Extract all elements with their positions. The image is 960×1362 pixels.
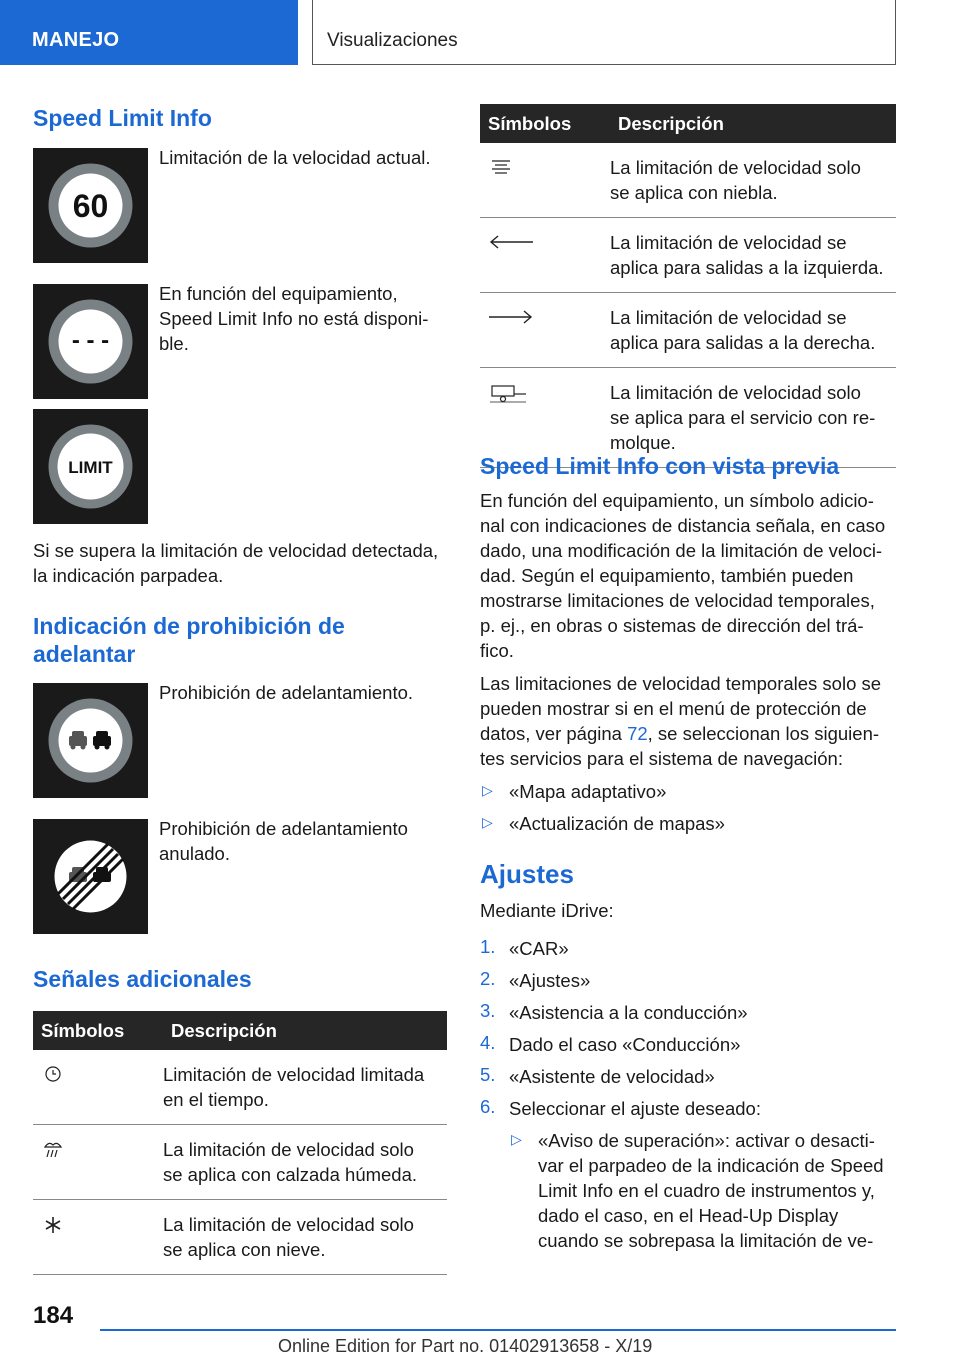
sign-60-label: 60: [72, 188, 109, 224]
sub-bullet-line: Limit Info en el cuadro de instrumentos y,: [538, 1180, 875, 1201]
table-row: La limitación de velocidad solo se aplica con nieve.: [33, 1200, 447, 1275]
step-text: «Ajustes»: [509, 970, 591, 991]
col-description: Descripción: [163, 1011, 447, 1050]
col-symbols: Símbolos: [480, 104, 610, 143]
section-title: MANEJO: [32, 29, 120, 51]
bullet-triangle-icon: ▷: [482, 782, 493, 798]
preview-p1-line: En función del equipamiento, un símbolo adicio-: [480, 490, 874, 511]
edition-footer: Online Edition for Part no. 01402913658 - X/19: [278, 1336, 653, 1356]
overtake-description: Prohibición de adelantamiento.: [159, 682, 414, 703]
preview-p1-line: dad. Según el equipamiento, también pueden: [480, 565, 854, 586]
overtake-end-1: Prohibición de adelantamiento: [159, 818, 408, 839]
preview-p1-line: nal con indicaciones de distancia señala, en caso: [480, 515, 886, 536]
preview-p2-line: pueden mostrar si en el menú de protección de: [480, 698, 867, 719]
sub-bullet-line: dado el caso, en el Head-Up Display: [538, 1205, 839, 1226]
step-text: Seleccionar el ajuste deseado:: [509, 1098, 761, 1119]
step-number: 3.: [480, 1000, 496, 1021]
sign2-text-2: Speed Limit Info no está disponi-: [159, 308, 429, 329]
preview-p1-line: fico.: [480, 640, 514, 661]
footer-divider: [100, 1329, 896, 1331]
sign-dashes-label: - - -: [71, 327, 110, 354]
sub-bullet-line: var el parpadeo de la indicación de Speed: [538, 1155, 884, 1176]
sign2-text-1: En función del equipamiento,: [159, 283, 398, 304]
table-row: La limitación de velocidad se aplica para salidas a la derecha.: [480, 293, 896, 368]
additional-signs-heading: Señales adicionales: [33, 966, 252, 992]
arrow-left-icon: [488, 232, 534, 252]
step-text: «Asistente de velocidad»: [509, 1066, 715, 1087]
bullet-item: «Actualización de mapas»: [509, 813, 725, 834]
step-text: Dado el caso «Conducción»: [509, 1034, 741, 1055]
trailer-icon: [488, 382, 528, 404]
table-row: La limitación de velocidad solo se aplica para el servicio con re- molque.: [480, 368, 896, 468]
sign-limit-label: LIMIT: [68, 458, 113, 477]
sub-bullet-line: cuando se sobrepasa la limitación de ve-: [538, 1230, 874, 1251]
table-row: La limitación de velocidad solo se aplica con calzada húmeda.: [33, 1125, 447, 1200]
clock-icon: [41, 1064, 65, 1084]
overtake-end-2: anulado.: [159, 843, 230, 864]
step-number: 4.: [480, 1032, 496, 1053]
chapter-title: Visualizaciones: [327, 30, 458, 51]
no-overtaking-sign: [33, 683, 148, 798]
page-link[interactable]: 72: [627, 723, 648, 744]
speed-60-sign: [33, 148, 148, 263]
step-number: 2.: [480, 968, 496, 989]
chapter-tab: [312, 0, 896, 65]
bullet-triangle-icon: ▷: [511, 1131, 522, 1147]
sub-bullet-line: «Aviso de superación»: activar o desacti-: [538, 1130, 875, 1151]
overtake-heading-1: Indicación de prohibición de: [33, 613, 345, 639]
table-row: La limitación de velocidad se aplica para salidas a la izquierda.: [480, 218, 896, 293]
step-text: «Asistencia a la conducción»: [509, 1002, 748, 1023]
col-description: Descripción: [610, 104, 896, 143]
bullet-item: «Mapa adaptativo»: [509, 781, 667, 802]
step-number: 1.: [480, 936, 496, 957]
wet-road-icon: [41, 1139, 65, 1161]
step-number: 6.: [480, 1096, 496, 1117]
step-number: 5.: [480, 1064, 496, 1085]
bullet-triangle-icon: ▷: [482, 814, 493, 830]
additional-signs-table-left: [33, 1011, 447, 1275]
table-row: La limitación de velocidad solo se aplica con niebla.: [480, 143, 896, 218]
limit-sign: [33, 409, 148, 524]
sign2-text-3: ble.: [159, 333, 189, 354]
exceed-text-2: la indicación parpadea.: [33, 565, 224, 586]
arrow-right-icon: [488, 307, 534, 327]
step-text: «CAR»: [509, 938, 569, 959]
section-tab: [0, 0, 298, 65]
col-symbols: Símbolos: [33, 1011, 163, 1050]
preview-p1-line: p. ej., en obras o sistemas de dirección del trá-: [480, 615, 864, 636]
overtake-heading-2: adelantar: [33, 641, 136, 667]
page-number: 184: [33, 1302, 74, 1329]
exceed-text-1: Si se supera la limitación de velocidad detectada,: [33, 540, 439, 561]
preview-p2-line: tes servicios para el sistema de navegación:: [480, 748, 843, 769]
preview-p2-line: Las limitaciones de velocidad temporales solo se: [480, 673, 882, 694]
fog-icon: [488, 157, 514, 177]
additional-signs-table-right: [480, 104, 896, 468]
settings-intro: Mediante iDrive:: [480, 900, 614, 921]
snowflake-icon: [41, 1214, 65, 1236]
preview-p1-line: mostrarse limitaciones de velocidad temporales,: [480, 590, 875, 611]
table-row: Limitación de velocidad limitada en el tiempo.: [33, 1050, 447, 1125]
settings-heading: Ajustes: [480, 859, 574, 889]
sign1-description: Limitación de la velocidad actual.: [159, 147, 431, 168]
no-info-sign: [33, 284, 148, 399]
speed-limit-heading: Speed Limit Info: [33, 105, 212, 131]
preview-heading: Speed Limit Info con vista previa: [480, 453, 840, 479]
preview-p1-line: dado, una modificación de la limitación de veloci-: [480, 540, 883, 561]
preview-p2-line: datos, ver página 72, se seleccionan los siguien-: [480, 723, 880, 744]
end-no-overtaking-sign: [33, 819, 148, 934]
